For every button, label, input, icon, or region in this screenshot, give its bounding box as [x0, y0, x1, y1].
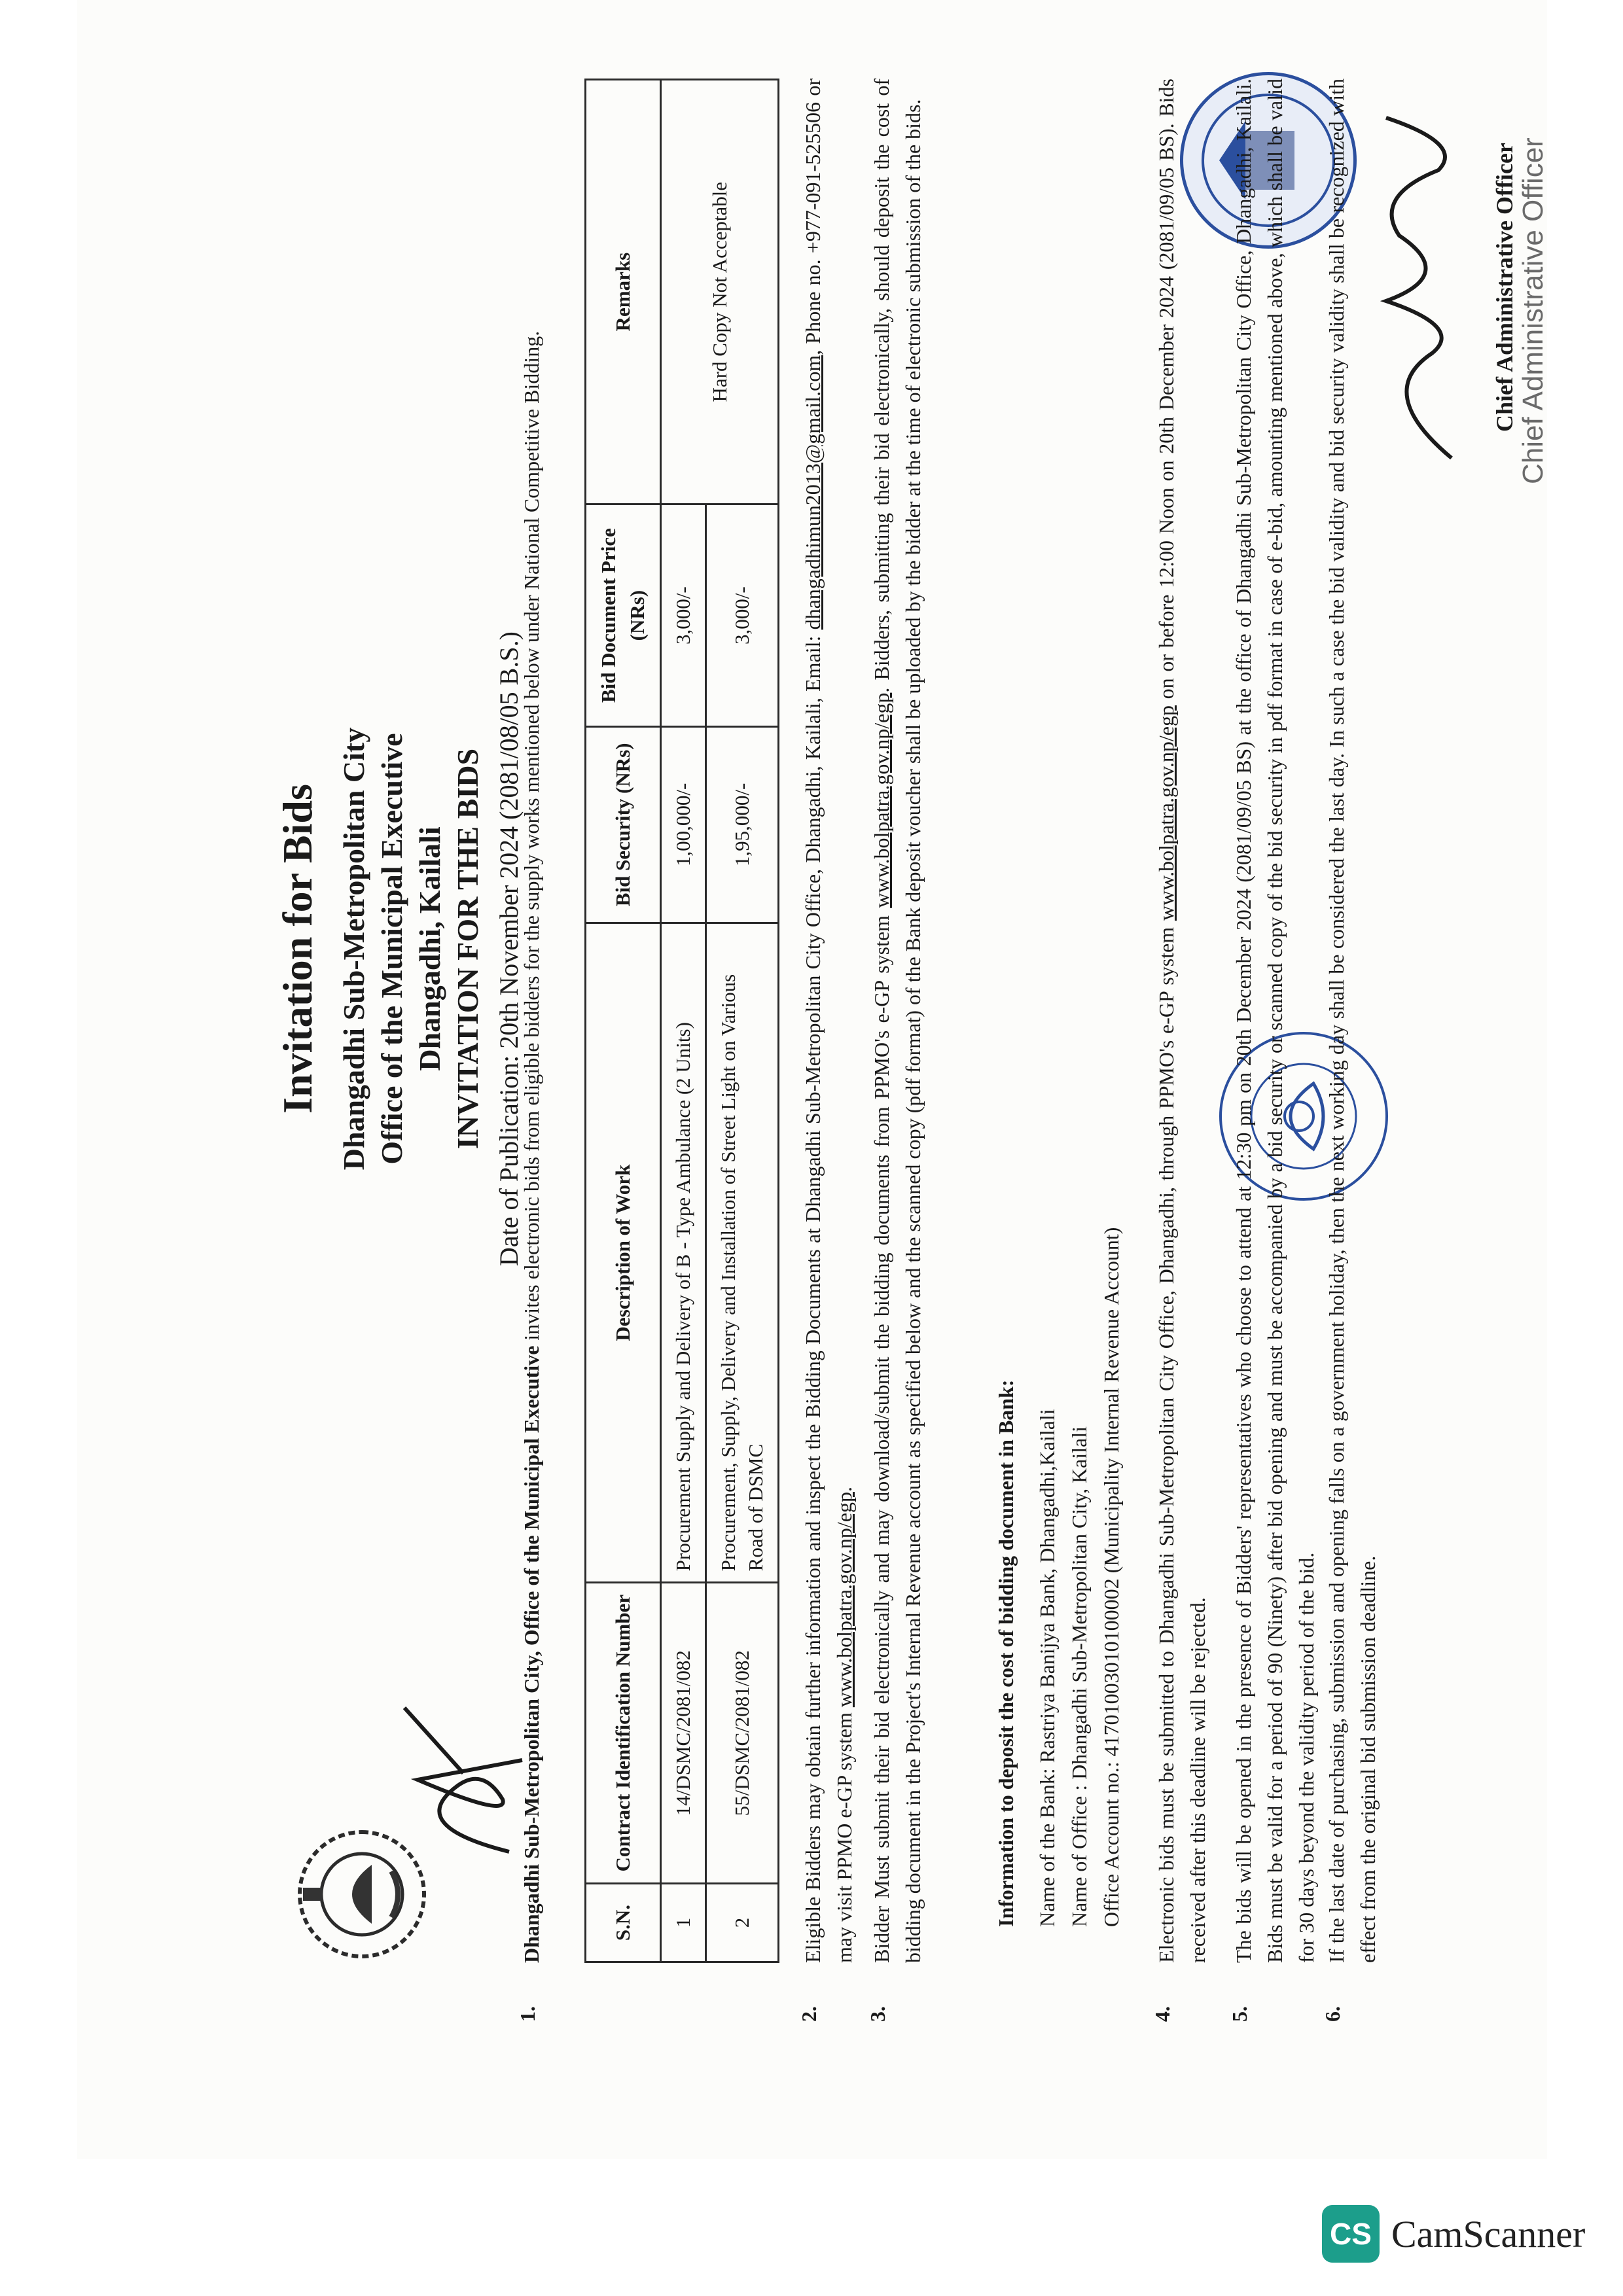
camscanner-icon: CS — [1322, 2205, 1380, 2263]
col-sn: S.N. — [586, 1884, 661, 1962]
cell-bid-security: 1,95,000/- — [706, 726, 779, 923]
signature-left — [378, 1682, 548, 1878]
cell-description: Procurement, Supply, Delivery and Installation of Street Light on Various Road of DSMC — [706, 923, 779, 1583]
camscanner-badge — [1322, 2205, 1585, 2263]
col-description: Description of Work — [586, 923, 661, 1583]
col-bid-security: Bid Security (NRs) — [586, 726, 661, 923]
cell-contract-id: 14/DSMC/2081/082 — [661, 1583, 706, 1884]
egp-link[interactable]: www.bolpatra.gov.np/egp — [870, 692, 893, 908]
signature-title: Chief Administrative Officer — [1491, 143, 1518, 432]
item-3-text — [866, 79, 929, 1963]
item-number: 1. — [516, 2006, 539, 2022]
cell-bid-security: 1,00,000/- — [661, 726, 706, 923]
cell-sn: 2 — [706, 1884, 779, 1962]
cell-doc-price: 3,000/- — [661, 504, 706, 727]
cell-remarks: Hard Copy Not Acceptable — [661, 80, 779, 504]
bank-account: Office Account no.: 41701003010100002 (Municipality Internal Revenue Account) — [1099, 1227, 1123, 1927]
rotated-document — [77, 0, 1547, 2159]
item-1-bold: Dhangadhi Sub-Metropolitan City, Office of the Municipal Executive — [520, 1345, 543, 1963]
egp-link[interactable]: www.bolpatra.gov.np/egp — [832, 1492, 856, 1708]
cell-sn: 1 — [661, 1884, 706, 1962]
bids-table — [584, 79, 779, 1963]
subtitle: INVITATION FOR THE BIDS — [451, 748, 484, 1150]
email-link[interactable]: dhangadhimun2013@gmail.com — [801, 355, 825, 630]
location: Dhangadhi, Kailali — [413, 826, 446, 1071]
col-contract-id: Contract Identification Number — [586, 1583, 661, 1884]
item-number: 5. — [1228, 2006, 1251, 2022]
scanned-page — [77, 0, 1547, 2159]
item-2-lead: Eligible Bidders may obtain further information and inspect the Bidding Documents at Dhangadhi Sub-Metropolitan City Office, Dhangadhi, Kailali, Email: — [801, 629, 825, 1963]
bank-office: Name of Office : Dhangadhi Sub-Metropolitan City, Kailali — [1067, 1426, 1091, 1927]
item-2-rest: , Phone no. +977-091-525506 or may visit PPMO e-GP system — [801, 78, 856, 1963]
document-header — [274, 249, 524, 1649]
item-number: 2. — [797, 2006, 821, 2022]
item-6-text: If the last date of purchasing, submission and opening falls on a government holiday, then the next working day shall be considered the last day. In such a case the bid validity and bid security validity shall be recognized with effect from the original bid submission deadline. — [1325, 79, 1380, 1963]
item-5-text: The bids will be opened in the presence of Bidders' representatives who choose to attend at 12:30 pm on 20th December 2024 (2081/09/05 BS) at the office of Dhangadhi Sub-Metropolitan City Office, Dhangadhi, Kailali. Bids must be valid for a period of 90 (Ninety) after bid opening and must be accompanied by a bid security or scanned copy of the bid security in pdf format in case of e-bid, amounting mentioned above, which shall be valid for 30 days beyond the validity period of the bid. — [1232, 79, 1318, 1963]
item-1-text — [516, 79, 547, 1963]
item-2-text: Eligible Bidders may obtain further information and inspect the Bidding Documents at Dhangadhi Sub-Metropolitan City Office, Dhangadhi, Kailali, Email: dhangadhimun2013@gmail.com, Phone no. +977-091-525506 or may visit PPMO e-GP system www.bolpatra.gov.np/egp. — [801, 78, 856, 1963]
table-row — [661, 80, 706, 1962]
item-4-text — [1150, 79, 1213, 1963]
egp-link[interactable]: www.bolpatra.gov.np/egp — [1154, 705, 1178, 921]
org-name: Dhangadhi Sub-Metropolitan City — [337, 727, 370, 1171]
col-doc-price: Bid Document Price (NRs) — [586, 504, 661, 727]
item-number: 3. — [866, 2006, 889, 2022]
bank-name: Name of the Bank: Rastriya Banijya Bank, Dhangadhi,Kailali — [1035, 1409, 1059, 1927]
cell-doc-price: 3,000/- — [706, 504, 779, 727]
item-3-lead: Bidder Must submit their bid electronically and may download/submit the bidding documents from PPMO's e-GP system — [870, 908, 893, 1963]
office-name: Office of the Municipal Executive — [375, 733, 408, 1165]
cell-contract-id: 55/DSMC/2081/082 — [706, 1583, 779, 1884]
bank-heading: Information to deposit the cost of bidding document in Bank: — [994, 1379, 1018, 1927]
cell-description: Procurement Supply and Delivery of B - Type Ambulance (2 Units) — [661, 923, 706, 1583]
publication-date: Date of Publication: 20th November 2024 (2081/08/05 B.S.) — [494, 631, 524, 1266]
item-4-lead: Electronic bids must be submitted to Dhangadhi Sub-Metropolitan City Office, Dhangadhi, through PPMO's e-GP system — [1154, 921, 1178, 1963]
item-3-rest: . Bidders, submitting their bid electronically, should deposit the cost of bidding document in the Project's Internal Revenue account as specified below and the scanned copy (pdf format) of the Bank deposit voucher shall be uploaded by the bidder at the time of electronic submission of the bids. — [870, 78, 925, 1963]
item-number: 4. — [1150, 2006, 1174, 2022]
item-1-rest: invites electronic bids from eligible bidders for the supply works mentioned below under National Competitive Bidding. — [520, 330, 543, 1346]
col-remarks: Remarks — [586, 80, 661, 504]
item-4-rest: on or before 12:00 Noon on 20th December 2024 (2081/09/05 BS). Bids received after this deadline will be rejected. — [1154, 78, 1209, 1963]
stamp-text: Chief Administrative Officer — [1517, 137, 1549, 484]
camscanner-label: CamScanner — [1391, 2212, 1586, 2255]
item-number: 6. — [1321, 2006, 1344, 2022]
page-title: Invitation for Bids — [274, 784, 321, 1114]
bank-info — [990, 1227, 1128, 1927]
signature-right — [1360, 105, 1478, 471]
table-header-row — [586, 80, 661, 1962]
